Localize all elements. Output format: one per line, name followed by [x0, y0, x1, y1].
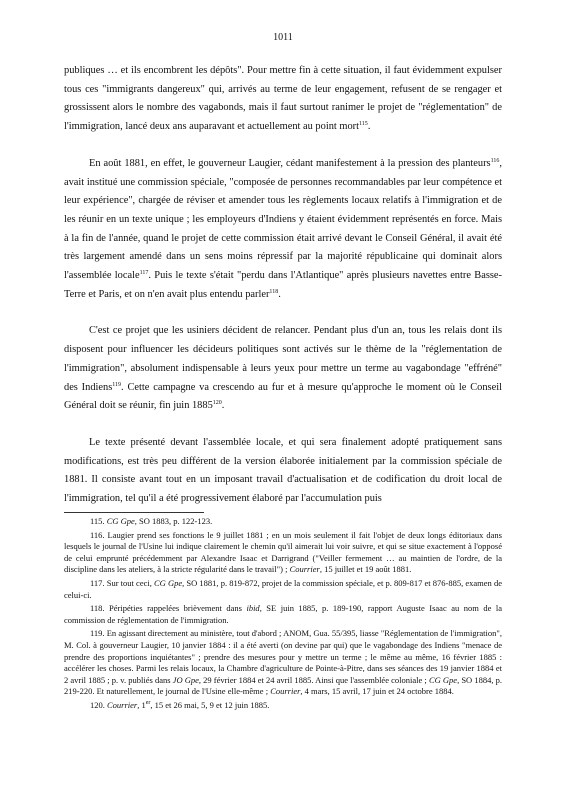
note-reference: 116: [490, 157, 500, 164]
text-run: 119. En agissant directement au ministère, tout d'abord ; ANOM, Gua. 55/395, liasse "Réglementation de l'immigration", M. Col. à gouverneur Laugier, 10 janvier 1884 : il a été averti (on devine par qui) que le vagabondage des Indiens "menace de prendre des proportions inquiétantes" ; prendre des mesures pour y mettre un terme ; le même au même, 16 février 1885 : accélérer les choses. Parmi les relais locaux, la Chambre d'agriculture de Pointe-à-Pitre, dans ses séances des 19 janvier 1884 et 2 avril 1885 ; p. v. publiés dans: [64, 628, 502, 685]
text-run: 115.: [90, 516, 107, 526]
paragraph: [64, 155, 502, 305]
text-run: 117. Sur tout ceci,: [90, 577, 155, 588]
italic-text: CG Gpe: [428, 674, 458, 685]
italic-text: Courrier: [107, 699, 138, 710]
page-number: 1011: [273, 32, 293, 43]
text-run: En août 1881, en effet, le gouverneur Laugier, cédant manifestement à la pression des planteurs: [89, 157, 491, 169]
text-run: , avait institué une commission spéciale, "composée de personnes recommandables par leur compétence et leur expérience", chargée de réviser et amender tous les règlements locaux relatifs à l'immigration et de les réunir en un texte unique ; les employeurs d'Indiens y étaient évidemment représentés en force. Mais à la fin de l'année, quand le projet de cette commission était arrivé devant le Conseil Général, il avait été très largement amendé dans un sens moins répressif par la majorité républicaine qui dominait alors l'assemblée locale: [64, 157, 502, 282]
note-reference: 118: [269, 288, 279, 295]
text-run: , 15 juillet et 19 août 1881.: [319, 564, 412, 575]
footnote: [64, 628, 502, 698]
text-run: , SO 1883, p. 122-123.: [134, 516, 213, 526]
text-run: .: [367, 121, 371, 133]
italic-text: Courrier: [289, 564, 320, 575]
italic-text: CG Gpe: [154, 577, 183, 588]
text-run: 118. Péripéties rappelées brièvement dans: [90, 603, 247, 614]
text-run: , 15 et 26 mai, 5, 9 et 12 juin 1885.: [150, 699, 270, 710]
text-run: , SE juin 1885, p. 189-190, rapport Auguste Isaac au nom de la commission de réglementation de l'immigration.: [64, 603, 502, 625]
footnote-separator: [64, 512, 204, 513]
text-run: . Puis le texte s'était "perdu dans l'Atlantique" après plusieurs navettes entre Basse-Terre et Paris, et on n'en avait plus entendu parler: [64, 270, 502, 300]
footnote: [64, 530, 502, 576]
text-run: , 1: [137, 699, 146, 710]
footnote: [64, 700, 502, 712]
note-reference: 119: [112, 381, 122, 388]
italic-text: Courrier: [270, 686, 301, 697]
text-run: Le texte présenté devant l'assemblée locale, et qui sera finalement adopté pratiquement sans modifications, est très peu différent de la version élaborée initialement par la commission spéciale de 1881. Il consiste avant tout en un imposant travail d'actualisation et de codification du droit local de l'immigration, tel qu'il a été progressivement élaboré par l'accumulation puis: [64, 436, 502, 505]
body-text: [64, 62, 502, 527]
text-run: . Cette campagne va crescendo au fur et à mesure qu'approche le moment où le Conseil Général doit se réunir, fin juin 1885: [64, 381, 502, 412]
footnote: [64, 603, 502, 626]
text-run: publiques … et ils encombrent les dépôts". Pour mettre fin à cette situation, il faut évidemment expulser tous ces "immigrants dangereux" qui, arrivés au terme de leur engagement, refusent de se rengager et grossissent alors le nombre des vagabonds, mais il faut surtout ranimer le projet de "réglementation" de l'immigration, lancé deux ans auparavant et actuellement au point mort: [64, 65, 502, 133]
note-reference: er: [145, 699, 151, 706]
paragraph: [64, 322, 502, 416]
note-reference: 120: [212, 400, 222, 407]
italic-text: ibid: [246, 603, 260, 614]
note-reference: 117: [139, 270, 149, 277]
footnotes: [64, 516, 502, 714]
text-run: 116. Laugier prend ses fonctions le 9 juillet 1881 ; en un mois seulement il fait l'objet de deux longs éditoriaux dans lesquels le journal de l'Usine lui indique clairement le chemin qu'il aimerait lui voir suivre, et qui se situe exactement à l'opposé de celui emprunté précédemment par Alexandre Isaac et Darrigrand ("Veiller fermement … au maintien de l'ordre, de la discipline dans les ateliers, à la stricte régularité dans le travail") ;: [64, 529, 502, 575]
italic-text: JO Gpe: [172, 674, 199, 685]
note-reference: 115: [359, 121, 368, 128]
text-run: .: [278, 288, 281, 300]
italic-text: CG Gpe: [106, 516, 135, 526]
text-run: , 4 mars, 15 avril, 17 juin et 24 octobre 1884.: [300, 686, 454, 697]
text-run: C'est ce projet que les usiniers décident de relancer. Pendant plus d'un an, tous les relais dont ils disposent pour influencer les décideurs politiques sont activés sur le thème de la "réglementation de l'immigration", absolument indispensable à leurs yeux pour mettre un terme au vagabondage "effréné" des Indiens: [64, 325, 502, 393]
paragraph: [64, 434, 502, 509]
paragraph: [64, 62, 502, 137]
text-run: .: [221, 400, 225, 412]
footnote: [64, 578, 502, 601]
text-run: , SO 1884, p. 219-220. Et naturellement, le journal de l'Usine elle-même ;: [64, 674, 502, 697]
text-run: , 29 février 1884 et 24 avril 1885. Ainsi que l'assemblée coloniale ;: [198, 674, 429, 685]
text-run: , SO 1881, p. 819-872, projet de la commission spéciale, et p. 809-817 et 876-885, examen de celui-ci.: [64, 577, 502, 600]
text-run: 120.: [90, 699, 107, 710]
footnote: [64, 516, 502, 528]
